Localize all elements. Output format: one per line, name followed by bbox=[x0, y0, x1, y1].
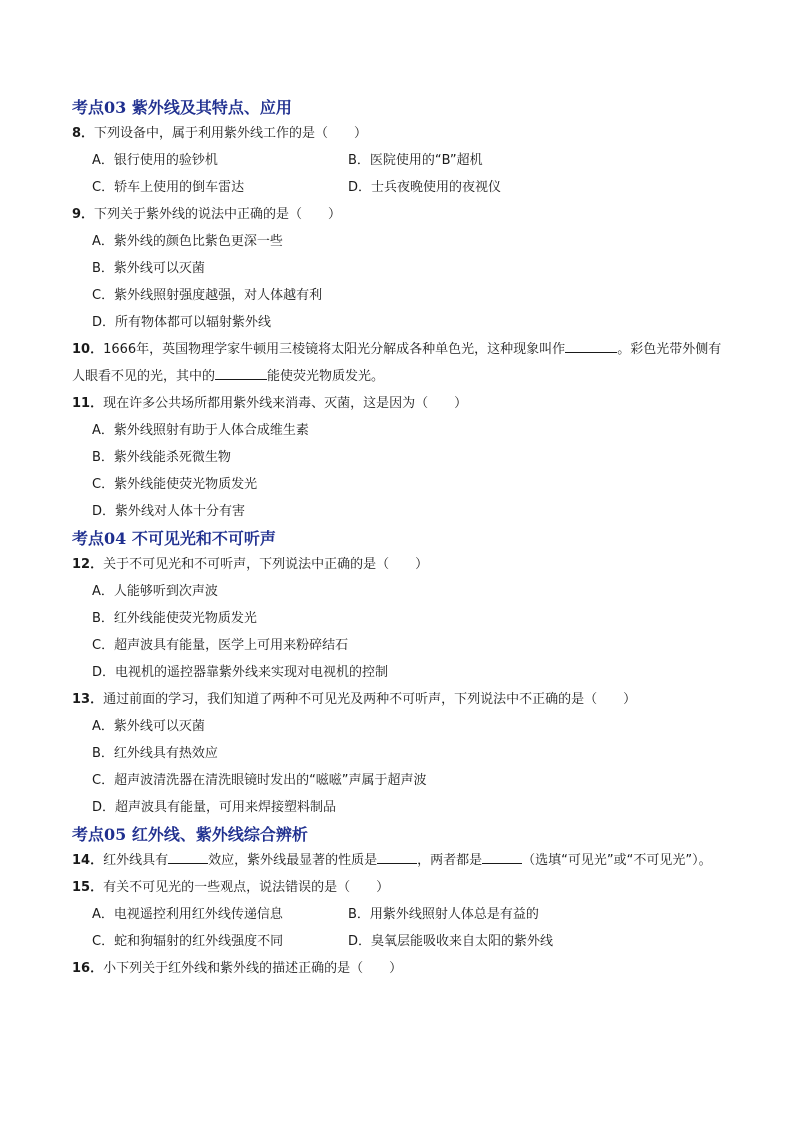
question-number: 12． bbox=[72, 557, 104, 572]
question-stem: 有关不可见光的一些观点，说法错误的是（ ） bbox=[103, 880, 390, 895]
option-b: B．红外线具有热效应 bbox=[92, 746, 218, 761]
question-stem: 通过前面的学习，我们知道了两种不可见光及两种不可听声，下列说法中不正确的是（ ） bbox=[103, 692, 637, 707]
question-13 bbox=[72, 686, 722, 713]
question-stem: 关于不可见光和不可听声，下列说法中正确的是（ ） bbox=[103, 557, 429, 572]
question-text: （选填“可见光”或“不可见光”）。 bbox=[522, 853, 712, 868]
option-b: B．紫外线可以灭菌 bbox=[92, 261, 205, 276]
question-text: 。彩色光带外侧有人眼看不见的光，其中的 bbox=[72, 342, 722, 384]
question-text: 1666年，英国物理学家牛顿用三棱镜将太阳光分解成各种单色光，这种现象叫作 bbox=[103, 342, 566, 357]
option-b: B．医院使用的“B”超机 bbox=[348, 153, 483, 168]
option-c: C．蛇和狗辐射的红外线强度不同 bbox=[92, 934, 284, 949]
option-c: C．紫外线照射强度越强，对人体越有利 bbox=[92, 288, 323, 303]
option-d: D．电视机的遥控器靠紫外线来实现对电视机的控制 bbox=[92, 665, 389, 680]
question-stem: 小下列关于红外线和紫外线的描述正确的是（ ） bbox=[103, 961, 403, 976]
question-12 bbox=[72, 551, 722, 578]
question-text: ，两者都是 bbox=[417, 853, 483, 868]
question-15 bbox=[72, 874, 722, 901]
question-number: 13． bbox=[72, 692, 104, 707]
section-heading-05: 考点05 红外线、紫外线综合辨析 bbox=[72, 825, 308, 844]
option-d: D．超声波具有能量，可用来焊接塑料制品 bbox=[92, 800, 337, 815]
question-10 bbox=[72, 336, 722, 390]
option-c: C．轿车上使用的倒车雷达 bbox=[92, 180, 245, 195]
question-stem: 现在许多公共场所都用紫外线来消毒、灭菌，这是因为（ ） bbox=[103, 396, 468, 411]
option-d: D．紫外线对人体十分有害 bbox=[92, 504, 246, 519]
question-stem: 下列关于紫外线的说法中正确的是（ ） bbox=[94, 207, 342, 222]
question-text: 能使荧光物质发光。 bbox=[267, 369, 385, 384]
options-row bbox=[72, 928, 722, 955]
worksheet-page bbox=[72, 94, 722, 982]
option-a: A．人能够听到次声波 bbox=[92, 584, 218, 599]
question-number: 14． bbox=[72, 853, 104, 868]
option-c: C．超声波清洗器在清洗眼镜时发出的“嗞嗞”声属于超声波 bbox=[92, 773, 427, 788]
question-number: 9． bbox=[72, 207, 95, 222]
options-row bbox=[72, 174, 722, 201]
answer-blank[interactable] bbox=[565, 337, 617, 353]
option-a: A．银行使用的验钞机 bbox=[92, 153, 218, 168]
option-c: C．超声波具有能量，医学上可用来粉碎结石 bbox=[92, 638, 349, 653]
question-text: 效应，紫外线最显著的性质是 bbox=[208, 853, 378, 868]
answer-blank[interactable] bbox=[215, 364, 267, 380]
option-d: D．臭氧层能吸收来自太阳的紫外线 bbox=[348, 934, 554, 949]
option-a: A．紫外线照射有助于人体合成维生素 bbox=[92, 423, 309, 438]
question-number: 15． bbox=[72, 880, 104, 895]
options-row bbox=[72, 901, 722, 928]
option-c: C．紫外线能使荧光物质发光 bbox=[92, 477, 258, 492]
option-a: A．紫外线的颜色比紫色更深一些 bbox=[92, 234, 283, 249]
section-heading-04: 考点04 不可见光和不可听声 bbox=[72, 529, 276, 548]
option-b: B．紫外线能杀死微生物 bbox=[92, 450, 231, 465]
option-a: A．紫外线可以灭菌 bbox=[92, 719, 205, 734]
answer-blank[interactable] bbox=[168, 848, 208, 864]
question-text: 红外线具有 bbox=[103, 853, 169, 868]
answer-blank[interactable] bbox=[482, 848, 522, 864]
question-9 bbox=[72, 201, 722, 228]
option-a: A．电视遥控利用红外线传递信息 bbox=[92, 907, 283, 922]
question-number: 11． bbox=[72, 396, 104, 411]
option-d: D．所有物体都可以辐射紫外线 bbox=[92, 315, 272, 330]
option-b: B．红外线能使荧光物质发光 bbox=[92, 611, 257, 626]
question-number: 16． bbox=[72, 961, 104, 976]
question-number: 10． bbox=[72, 342, 104, 357]
option-d: D．士兵夜晚使用的夜视仪 bbox=[348, 180, 502, 195]
answer-blank[interactable] bbox=[377, 848, 417, 864]
question-16 bbox=[72, 955, 722, 982]
options-row bbox=[72, 147, 722, 174]
option-b: B．用紫外线照射人体总是有益的 bbox=[348, 907, 539, 922]
question-11 bbox=[72, 390, 722, 417]
section-heading-03: 考点03 紫外线及其特点、应用 bbox=[72, 98, 292, 117]
question-number: 8． bbox=[72, 126, 95, 141]
question-14 bbox=[72, 847, 722, 874]
question-stem: 下列设备中，属于利用紫外线工作的是（ ） bbox=[94, 126, 368, 141]
question-8 bbox=[72, 120, 722, 147]
